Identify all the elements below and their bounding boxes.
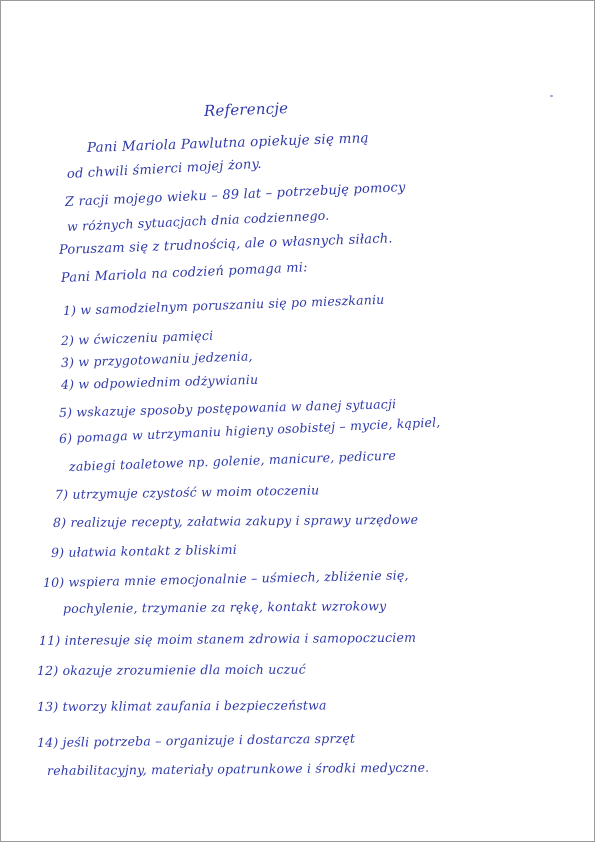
- list-item-7: 7) utrzymuje czystość w moim otoczeniu: [54, 482, 320, 502]
- list-item-13: 13) tworzy klimat zaufania i bezpieczeństwa: [36, 697, 327, 714]
- list-item-12: 12) okazuje zrozumienie dla moich uczuć: [36, 661, 306, 678]
- list-item-5: 5) wskazuje sposoby postępowania w danej sytuacji: [58, 396, 397, 420]
- letter-line-4: w różnych sytuacjach dnia codziennego.: [66, 207, 330, 234]
- letter-line-6: Pani Mariola na codzień pomaga mi:: [60, 260, 308, 286]
- list-item-9: 9) ułatwia kontakt z bliskimi: [50, 541, 238, 560]
- letter-title: Referencje: [203, 99, 289, 120]
- list-item-11: 11) interesuje się moim stanem zdrowia i samopoczuciem: [38, 629, 417, 648]
- list-item-1: 1) w samodzielnym poruszaniu się po mieszkaniu: [62, 291, 385, 318]
- letter-line-3: Z racji mojego wieku – 89 lat – potrzebuję pomocy: [64, 180, 406, 210]
- list-item-14-continued: rehabilitacyjny, materiały opatrunkowe i środki medyczne.: [46, 759, 430, 778]
- ink-speck: [550, 95, 553, 97]
- letter-line-2: od chwili śmierci mojej żony.: [66, 156, 263, 182]
- list-item-10: 10) wspiera mnie emocjonalnie – uśmiech, zbliżenie się,: [42, 567, 409, 590]
- list-item-14: 14) jeśli potrzeba – organizuje i dostarcza sprzęt: [36, 730, 356, 750]
- letter-line-1: Pani Mariola Pawlutna opiekuje się mną: [86, 130, 370, 156]
- list-item-3: 3) w przygotowaniu jedzenia,: [60, 348, 253, 370]
- list-item-8: 8) realizuje recepty, załatwia zakupy i sprawy urzędowe: [52, 511, 419, 530]
- list-item-10-continued: pochylenie, trzymanie za rękę, kontakt wzrokowy: [62, 598, 387, 616]
- list-item-6-continued: zabiegi toaletowe np. golenie, manicure, pedicure: [68, 447, 397, 474]
- list-item-6: 6) pomaga w utrzymaniu higieny osobistej – mycie, kąpiel,: [58, 414, 441, 446]
- list-item-2: 2) w ćwiczeniu pamięci: [60, 327, 214, 348]
- letter-line-5: Poruszam się z trudnością, ale o własnych siłach.: [58, 231, 393, 258]
- list-item-4: 4) w odpowiednim odżywianiu: [60, 371, 259, 392]
